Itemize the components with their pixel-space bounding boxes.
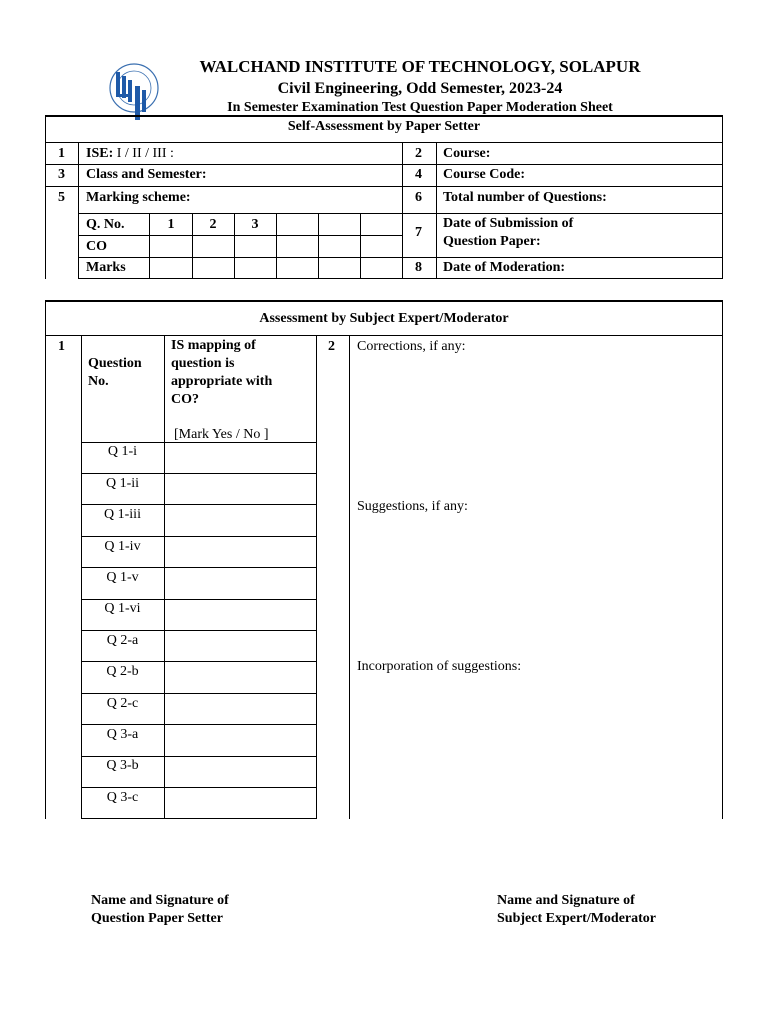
qno-col-1: 1 <box>167 217 175 232</box>
moderator-signature-line1: Name and Signature of <box>497 893 635 908</box>
question-number: Q 1-i <box>107 444 138 459</box>
question-number: Q 1-vi <box>104 601 141 616</box>
question-number: Q 3-b <box>106 758 139 773</box>
qno-label: Q. No. <box>86 217 125 232</box>
setter-signature-line2: Question Paper Setter <box>91 911 223 926</box>
sheet-title: In Semester Examination Test Question Paper Moderation Sheet <box>227 100 613 115</box>
question-number: Q 1-iii <box>104 507 141 522</box>
row-number: 7 <box>415 225 422 240</box>
self-assessment-title: Self-Assessment by Paper Setter <box>287 119 481 134</box>
ise-label: ISE: <box>86 146 114 161</box>
question-number: Q 1-v <box>106 570 139 585</box>
qno-col-3: 3 <box>251 217 259 232</box>
question-no-header-line2: No. <box>88 374 109 389</box>
course-code-label: Course Code: <box>443 167 526 182</box>
submission-date-label-line1: Date of Submission of <box>443 216 574 231</box>
row-number: 1 <box>58 146 65 161</box>
class-semester-label: Class and Semester: <box>86 167 207 182</box>
suggestions-label: Suggestions, if any: <box>357 499 468 514</box>
row-number: 6 <box>415 190 422 205</box>
question-number: Q 1-iv <box>104 539 141 554</box>
incorporation-label: Incorporation of suggestions: <box>357 659 522 674</box>
row-number: 2 <box>415 146 422 161</box>
row-number: 3 <box>58 167 65 182</box>
question-number: Q 2-c <box>106 696 139 711</box>
row-number: 2 <box>328 339 335 354</box>
corrections-label: Corrections, if any: <box>357 339 466 354</box>
question-number: Q 3-c <box>106 790 139 805</box>
mapping-header-line1: IS mapping of <box>171 338 256 353</box>
marks-label: Marks <box>86 260 126 275</box>
ise-options: I / II / III : <box>113 146 174 161</box>
institute-name: WALCHAND INSTITUTE OF TECHNOLOGY, SOLAPUR <box>199 57 641 76</box>
moderator-signature-line2: Subject Expert/Moderator <box>497 911 657 926</box>
question-no-header-line1: Question <box>88 356 142 371</box>
row-number: 1 <box>58 339 65 354</box>
total-questions-label: Total number of Questions: <box>443 190 607 205</box>
question-number: Q 2-b <box>106 664 139 679</box>
row-number: 4 <box>415 167 422 182</box>
row-number: 8 <box>415 260 422 275</box>
question-number: Q 2-a <box>106 633 139 648</box>
co-label: CO <box>86 239 107 254</box>
row-number: 5 <box>58 190 65 205</box>
mapping-hint: [Mark Yes / No ] <box>174 427 269 442</box>
moderation-date-label: Date of Moderation: <box>443 260 566 275</box>
moderator-title: Assessment by Subject Expert/Moderator <box>259 311 509 326</box>
mapping-header-line3: appropriate with <box>171 374 273 389</box>
course-label: Course: <box>443 146 491 161</box>
mapping-header-line2: question is <box>171 356 235 371</box>
submission-date-label-line2: Question Paper: <box>443 234 541 249</box>
question-number: Q 1-ii <box>105 476 140 491</box>
department-line: Civil Engineering, Odd Semester, 2023-24 <box>277 80 563 97</box>
marking-scheme-label: Marking scheme: <box>86 190 191 205</box>
ise-field <box>86 145 174 163</box>
question-number: Q 3-a <box>106 727 139 742</box>
mapping-header-line4: CO? <box>171 392 199 407</box>
setter-signature-line1: Name and Signature of <box>91 893 229 908</box>
qno-col-2: 2 <box>209 217 217 232</box>
